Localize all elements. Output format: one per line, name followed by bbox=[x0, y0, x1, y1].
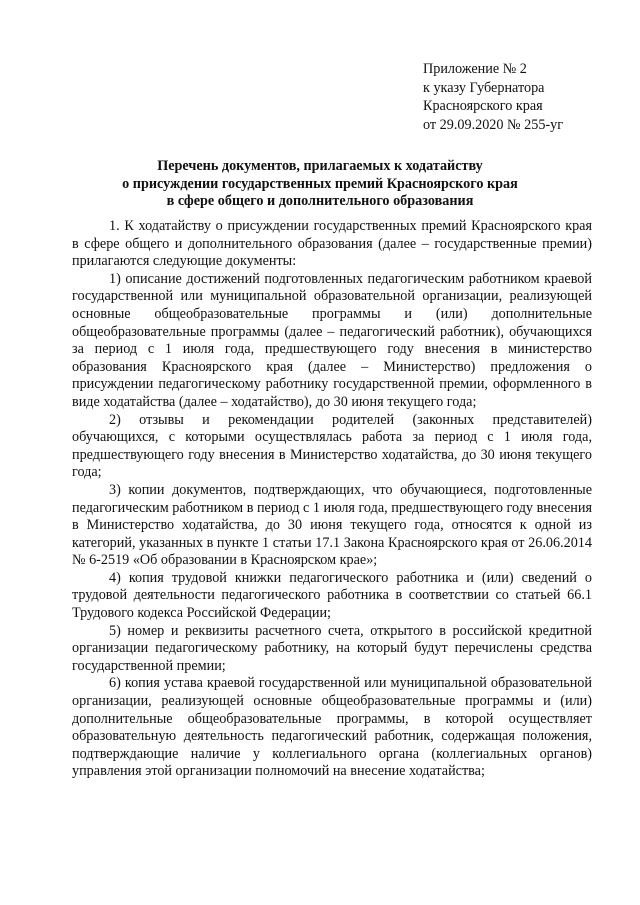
list-item-4: 4) копия трудовой книжки педагогического работника и (или) сведений о трудовой деятельности педагогического работника в соответствии со статьей 66.1 Трудового кодекса Российской Федерации; bbox=[72, 569, 592, 622]
appendix-block bbox=[423, 60, 633, 134]
appendix-line: Приложение № 2 bbox=[423, 61, 527, 77]
appendix-line: к указу Губернатора bbox=[423, 79, 545, 96]
document-body bbox=[72, 218, 592, 781]
list-item-2: 2) отзывы и рекомендации родителей (законных представителей) обучающихся, с которыми осуществлялась работа за период с 1 июля года, предшествующего году внесения в Министерство ходатайства, до 30 июня текущего года; bbox=[72, 411, 592, 481]
list-item-6: 6) копия устава краевой государственной или муниципальной образовательной организации, реализующей основные общеобразовательные программы и (или) дополнительные общеобразовательные программы, в которой осуществляет образовательную деятельность педагогический работник, содержащая положения, подтверждающие наличие у коллегиального органа (коллегиальных органов) управления этой организации полномочий на внесение ходатайства; bbox=[72, 675, 592, 780]
paragraph-intro: 1. К ходатайству о присуждении государственных премий Красноярского края в сфере общего и дополнительного образования (далее – государственные премии) прилагаются следующие документы: bbox=[72, 218, 592, 270]
title-line: Перечень документов, прилагаемых к ходатайству bbox=[157, 158, 483, 174]
title-line: о присуждении государственных премий Красноярского края bbox=[122, 175, 518, 192]
list-item-5: 5) номер и реквизиты расчетного счета, открытого в российской кредитной организации педагогическому работнику, на который будут перечислены средства государственной премии; bbox=[72, 622, 592, 674]
list-item-1: 1) описание достижений подготовленных педагогическим работником краевой государственной или муниципальной образовательной организации, реализующей основные общеобразовательные программы и (или) дополнительные общеобразовательные программы (далее – педагогический работник), обучающихся за период с 1 июля года, предшествующего году внесения в министерство образования Красноярского края (далее – Министерство) предложения о присуждении педагогическому работнику государственной премии, оформленного в виде ходатайства (далее – ходатайство), до 30 июня текущего года; bbox=[72, 270, 592, 410]
document-title bbox=[60, 158, 580, 211]
list-item-3: 3) копии документов, подтверждающих, что обучающиеся, подготовленные педагогическим работником в период с 1 июля года, предшествующего году внесения в Министерство ходатайства, до 30 июня текущего года, относятся к одной из категорий, указанных в пункте 1 статьи 17.1 Закона Красноярского края от 26.06.2014 № 6-2519 «Об образовании в Красноярском крае»; bbox=[72, 481, 592, 569]
title-line: в сфере общего и дополнительного образования bbox=[166, 193, 474, 209]
appendix-line: от 29.09.2020 № 255-уг bbox=[423, 116, 564, 133]
appendix-line: Красноярского края bbox=[423, 98, 543, 115]
